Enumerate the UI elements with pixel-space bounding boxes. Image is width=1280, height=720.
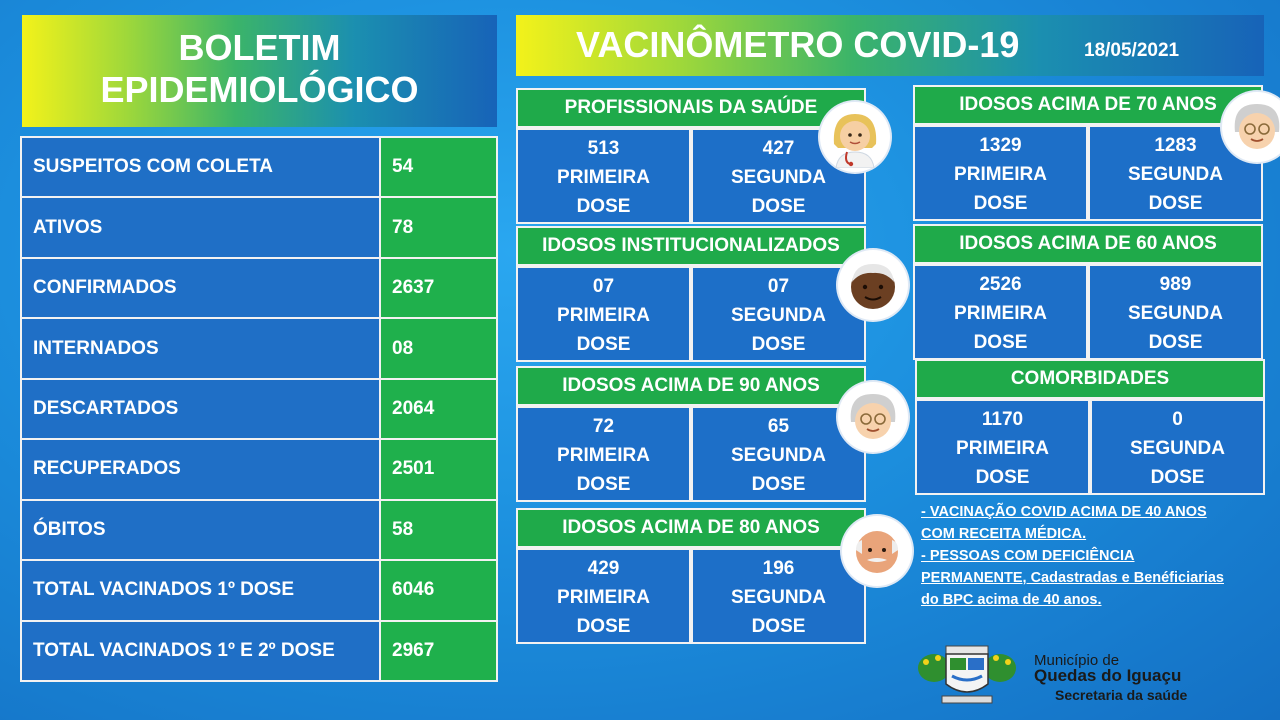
dose-word: DOSE [576,334,631,355]
vaccination-notes [921,501,1266,611]
first-dose-label: PRIMEIRA [557,305,650,326]
first-dose-count: 429 [587,558,620,579]
dose-row [516,128,866,224]
boletim-value: 58 [380,500,497,560]
first-dose-count: 513 [587,138,620,159]
second-dose-count: 1283 [1154,135,1197,156]
first-dose-cell [913,264,1088,360]
report-date: 18/05/2021 [1084,40,1180,61]
elderly-woman-icon [1222,92,1280,162]
boletim-row [21,318,497,378]
boletim-row [21,197,497,257]
dose-word: DOSE [1150,467,1205,488]
vacinometro-title: VACINÔMETRO COVID-19 [576,24,1020,65]
second-dose-cell [691,548,866,644]
first-dose-label: PRIMEIRA [954,303,1047,324]
note-line: PERMANENTE, Cadastradas e Benéficiarias [921,570,1224,586]
first-dose-cell [516,406,691,502]
first-dose-cell [516,266,691,362]
first-dose-label: PRIMEIRA [956,438,1049,459]
group-title: IDOSOS ACIMA DE 60 ANOS [913,224,1263,264]
group-title: IDOSOS ACIMA DE 70 ANOS [913,85,1263,125]
first-dose-cell [516,128,691,224]
second-dose-count: 07 [767,276,790,297]
boletim-row [21,379,497,439]
second-dose-count: 0 [1172,409,1183,430]
municipality-logo [912,640,1272,710]
second-dose-label: SEGUNDA [730,305,826,326]
boletim-value: 2064 [380,379,497,439]
elderly-man-icon [842,516,912,586]
boletim-value: 54 [380,137,497,197]
second-dose-label: SEGUNDA [730,167,826,188]
boletim-label: INTERNADOS [21,318,380,378]
boletim-label: TOTAL VACINADOS 1º DOSE [21,560,380,620]
boletim-value: 08 [380,318,497,378]
boletim-label: ATIVOS [21,197,380,257]
first-dose-label: PRIMEIRA [557,445,650,466]
group-idosos-institucionalizados [516,226,866,362]
dose-row [913,264,1263,360]
first-dose-count: 1170 [981,409,1024,430]
boletim-table [20,136,498,682]
boletim-row [21,500,497,560]
boletim-value: 78 [380,197,497,257]
second-dose-label: SEGUNDA [730,445,826,466]
second-dose-label: SEGUNDA [1127,164,1223,185]
first-dose-label: PRIMEIRA [557,587,650,608]
dose-word: DOSE [1148,193,1203,214]
group-comorbidades [915,359,1265,495]
second-dose-label: SEGUNDA [1127,303,1223,324]
dose-word: DOSE [751,616,806,637]
second-dose-cell [1088,264,1263,360]
second-dose-count: 65 [767,416,790,437]
dose-word: DOSE [973,193,1028,214]
dose-word: DOSE [751,474,806,495]
dose-row [516,266,866,362]
boletim-label: DESCARTADOS [21,379,380,439]
first-dose-count: 2526 [979,274,1022,295]
boletim-label: TOTAL VACINADOS 1º E 2º DOSE [21,621,380,682]
boletim-row [21,258,497,318]
boletim-label: ÓBITOS [21,500,380,560]
second-dose-label: SEGUNDA [1129,438,1225,459]
secretaria-label: Secretaria da saúde [1055,687,1188,703]
group-idosos-60 [913,224,1263,360]
city-name: Quedas do Iguaçu [1034,666,1182,685]
boletim-row [21,439,497,499]
second-dose-count: 427 [762,138,795,159]
dose-word: DOSE [576,474,631,495]
group-idosos-70 [913,85,1263,221]
boletim-label: CONFIRMADOS [21,258,380,318]
first-dose-count: 1329 [979,135,1022,156]
second-dose-count: 989 [1159,274,1192,295]
boletim-row [21,560,497,620]
group-idosos-80 [516,508,866,644]
dose-word: DOSE [1148,332,1203,353]
boletim-title-line1: BOLETIM [178,27,341,68]
boletim-title-line2: EPIDEMIOLÓGICO [100,69,419,110]
dose-row [516,406,866,502]
dose-row [516,548,866,644]
group-title: COMORBIDADES [915,359,1265,399]
first-dose-count: 72 [592,416,615,437]
dose-word: DOSE [751,334,806,355]
boletim-header [22,15,497,127]
group-title: IDOSOS ACIMA DE 80 ANOS [516,508,866,548]
municipio-label: Município de [1034,652,1120,669]
dose-word: DOSE [576,616,631,637]
note-line: - VACINAÇÃO COVID ACIMA DE 40 ANOS [921,504,1207,520]
first-dose-label: PRIMEIRA [557,167,650,188]
first-dose-cell [913,125,1088,221]
note-line: do BPC acima de 40 anos. [921,592,1102,608]
first-dose-label: PRIMEIRA [954,164,1047,185]
second-dose-label: SEGUNDA [730,587,826,608]
note-line: COM RECEITA MÉDICA. [921,526,1087,542]
group-idosos-90 [516,366,866,502]
first-dose-cell [915,399,1090,495]
dose-word: DOSE [751,196,806,217]
boletim-value: 2637 [380,258,497,318]
elderly-man-dark-icon [838,250,908,320]
second-dose-cell [1090,399,1265,495]
dose-word: DOSE [973,332,1028,353]
note-line: - PESSOAS COM DEFICIÊNCIA [921,548,1135,564]
first-dose-count: 07 [592,276,615,297]
dose-row [913,125,1263,221]
group-title: PROFISSIONAIS DA SAÚDE [516,88,866,128]
boletim-label: SUSPEITOS COM COLETA [21,137,380,197]
boletim-row [21,621,497,682]
dose-word: DOSE [975,467,1030,488]
boletim-value: 2967 [380,621,497,682]
dose-word: DOSE [576,196,631,217]
nurse-icon [820,102,890,172]
dose-row [915,399,1265,495]
first-dose-cell [516,548,691,644]
group-title: IDOSOS INSTITUCIONALIZADOS [516,226,866,266]
boletim-row [21,137,497,197]
group-profissionais-saude [516,88,866,224]
group-title: IDOSOS ACIMA DE 90 ANOS [516,366,866,406]
city-seal-icon [912,640,1022,710]
elderly-woman-icon [838,382,908,452]
second-dose-count: 196 [762,558,795,579]
boletim-value: 2501 [380,439,497,499]
boletim-label: RECUPERADOS [21,439,380,499]
boletim-value: 6046 [380,560,497,620]
vacinometro-header [516,15,1264,76]
